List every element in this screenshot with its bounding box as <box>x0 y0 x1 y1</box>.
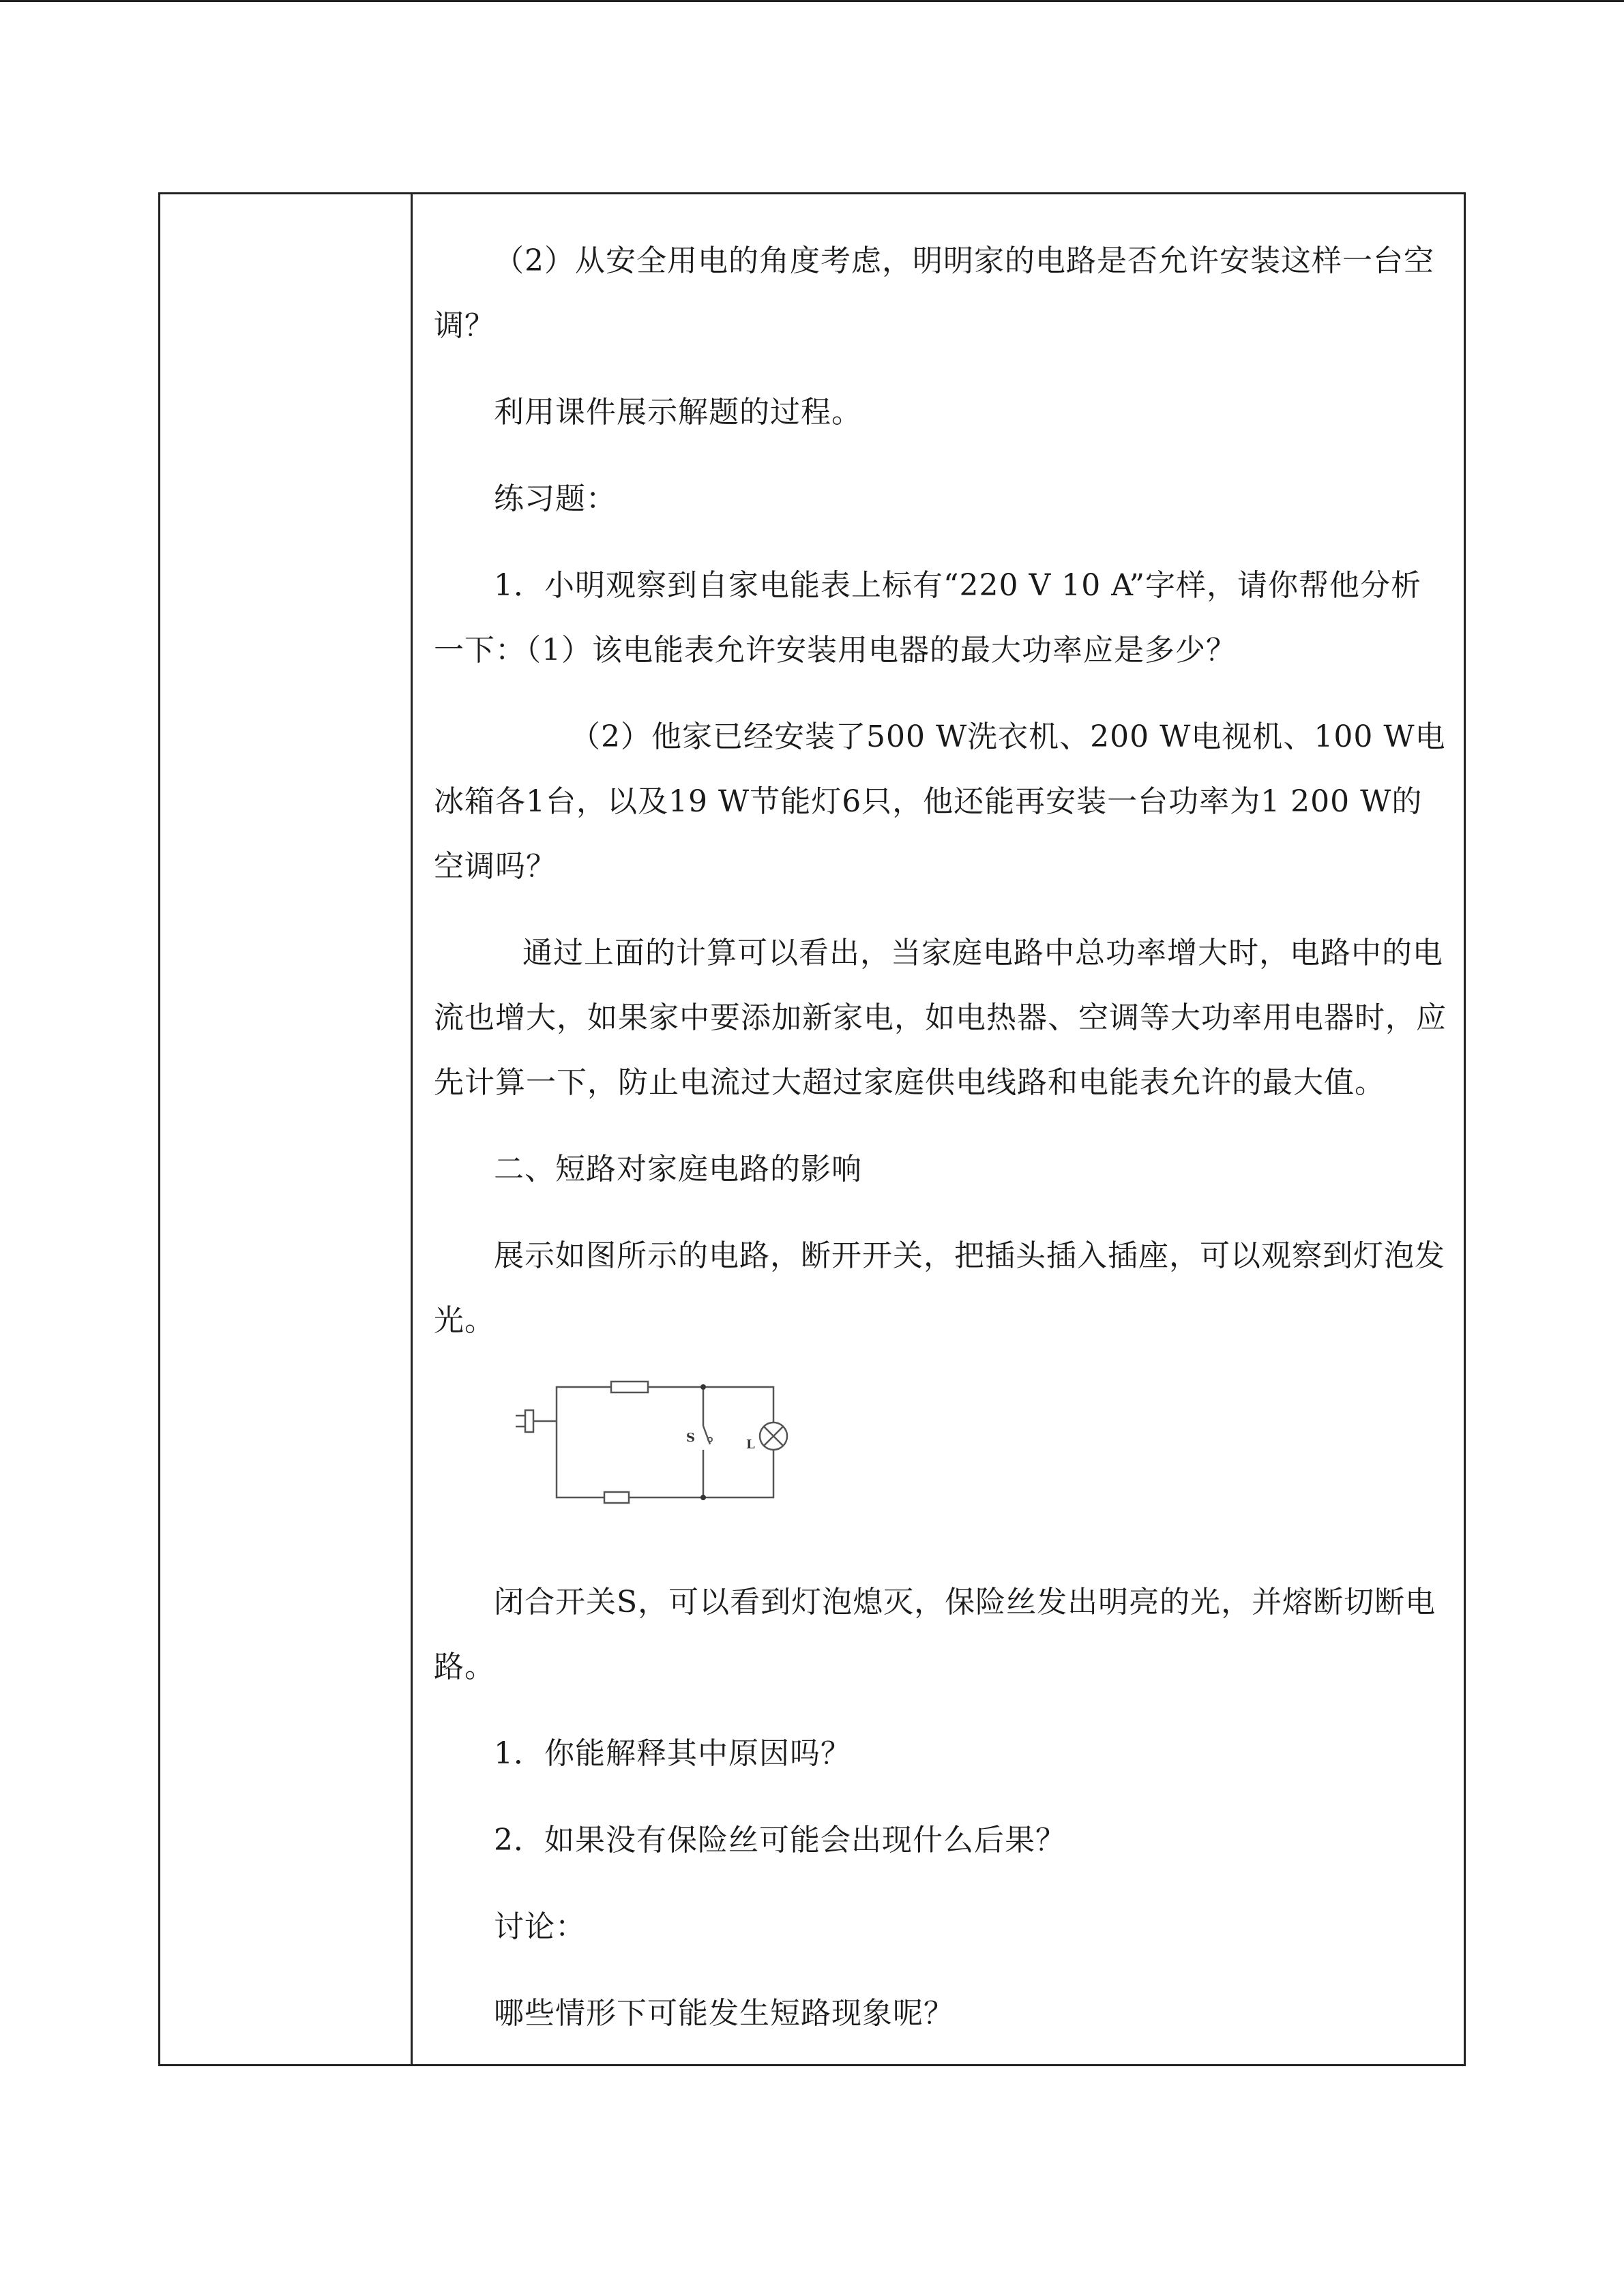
paragraph-courseware: 利用课件展示解题的过程。 <box>494 395 862 430</box>
question-1: 1．你能解释其中原因吗？ <box>494 1736 851 1771</box>
fuse-top <box>611 1382 648 1392</box>
page-top-border <box>0 0 1624 2</box>
paragraph-demo-circuit: 展示如图所示的电路，断开开关，把插头插入插座，可以观察到灯泡发光。 <box>434 1238 1445 1338</box>
table-content-cell <box>415 194 1464 2064</box>
section-heading-short-circuit: 二、短路对家庭电路的影响 <box>494 1152 862 1187</box>
circuit-diagram-svg <box>502 1375 829 1545</box>
paragraph-ac-safety-question: （2）从安全用电的角度考虑，明明家的电路是否允许安装这样一台空调？ <box>434 243 1434 343</box>
paragraph-exercise-heading: 练习题： <box>494 481 617 516</box>
plug-prongs <box>516 1416 525 1427</box>
circuit-diagram <box>434 1375 1449 1545</box>
paragraph-exercise-1: 1．小明观察到自家电能表上标有“220 V 10 A”字样，请你帮他分析一下：（1）该电能表允许安装用电器的最大功率应是多少？ <box>434 568 1421 668</box>
wire-top-right <box>648 1387 773 1422</box>
fuse-bottom <box>604 1492 629 1503</box>
junction-bottom <box>700 1495 706 1500</box>
lamp-label: L <box>746 1437 755 1452</box>
wire-top-left <box>557 1387 611 1421</box>
switch-label: S <box>686 1431 695 1445</box>
lamp-cross <box>764 1427 783 1446</box>
paragraph-exercise-1-part-2: （2）他家已经安装了500 W洗衣机、200 W电视机、100 W电冰箱各1台，以及19 W节能灯6只，他还能再安装一台功率为1 200 W的空调吗？ <box>434 719 1446 884</box>
paragraph-discussion: 讨论： <box>494 1909 586 1944</box>
paragraph-discussion-question: 哪些情形下可能发生短路现象呢？ <box>494 1996 954 2031</box>
paragraph-close-switch: 闭合开关S，可以看到灯泡熄灭，保险丝发出明亮的光，并熔断切断电路。 <box>434 1585 1436 1684</box>
junction-top <box>700 1384 706 1390</box>
plug-body <box>525 1410 533 1432</box>
question-2: 2．如果没有保险丝可能会出现什么后果？ <box>494 1823 1066 1858</box>
wire-bottom-right <box>629 1450 773 1497</box>
paragraph-conclusion: 通过上面的计算可以看出，当家庭电路中总功率增大时，电路中的电流也增大，如果家中要添加新家电，如电热器、空调等大功率用电器时，应先计算一下，防止电流过大超过家庭供电线路和电能表允许的最大值。 <box>434 936 1447 1100</box>
table-left-cell <box>160 194 413 2064</box>
wire-bottom-left <box>557 1421 604 1497</box>
switch-contact <box>708 1437 712 1442</box>
lesson-table <box>158 192 1466 2066</box>
